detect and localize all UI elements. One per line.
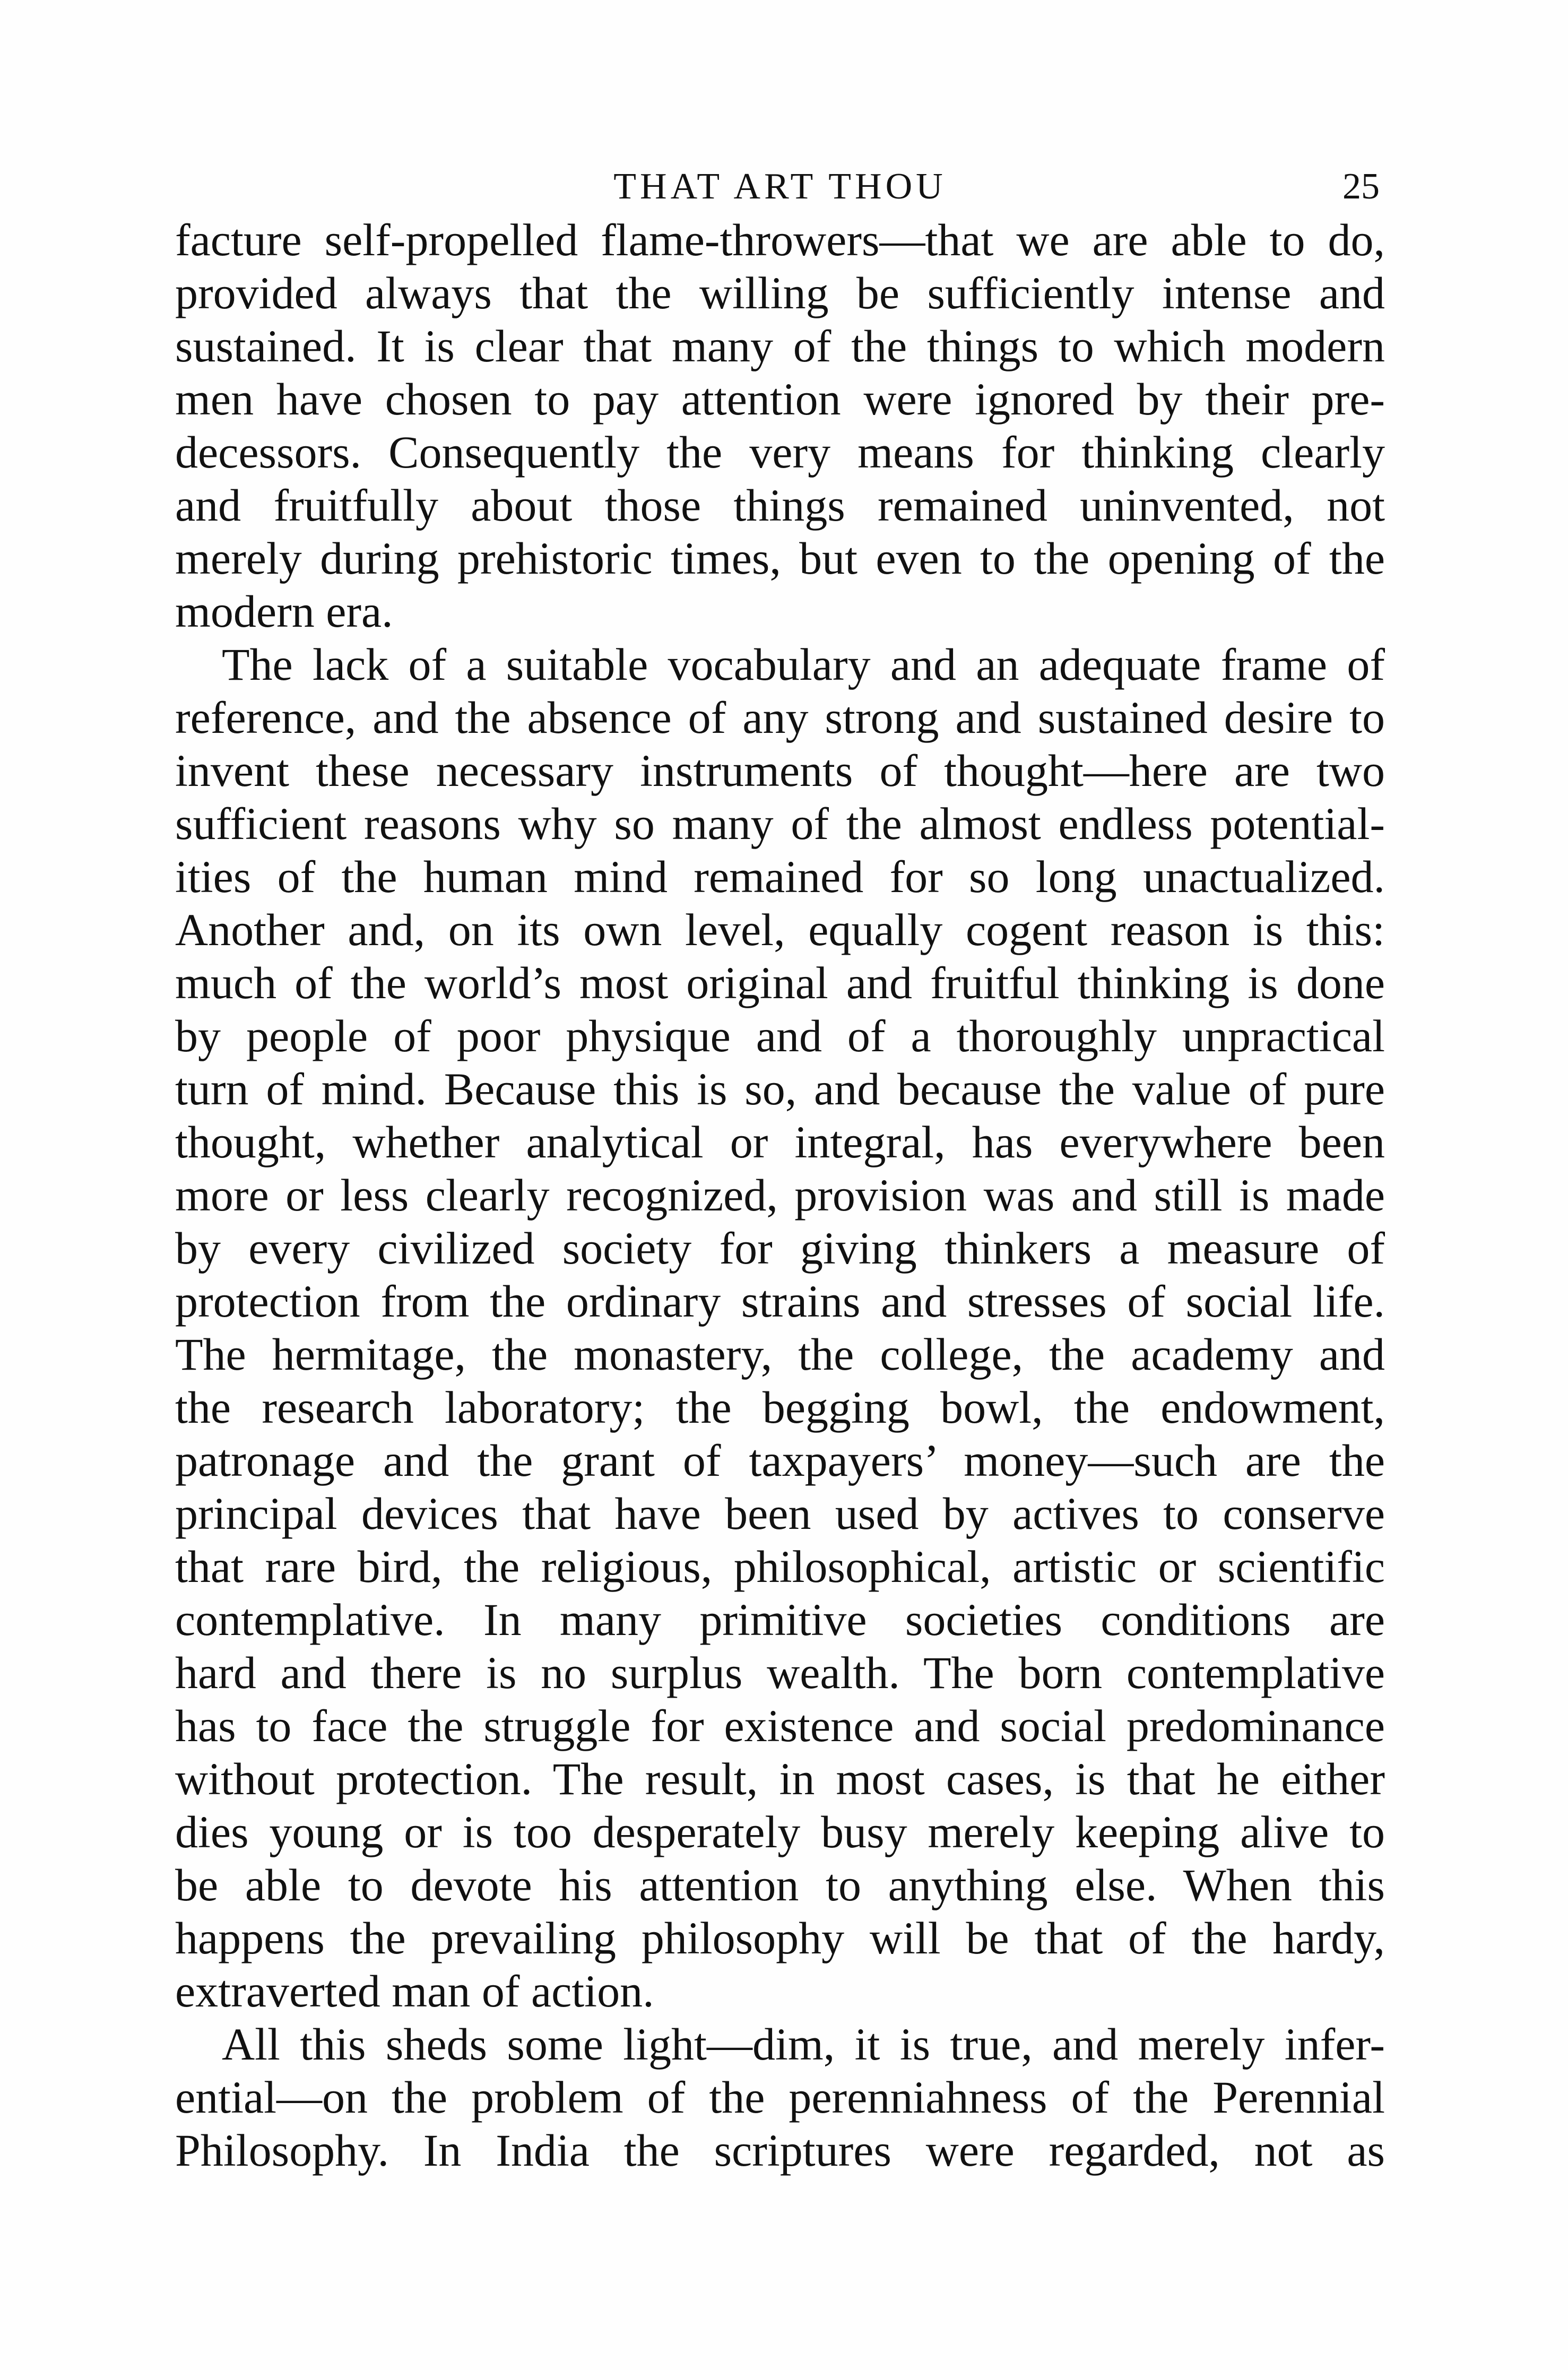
text-line: All this sheds some light—dim, it is true, and merely infer- — [222, 2019, 1385, 2070]
text-line: Another and, on its own level, equally cogent reason is this: — [175, 904, 1385, 955]
page-number: 25 — [1342, 166, 1380, 207]
text-line: extraverted man of action. — [175, 1966, 654, 2017]
text-line: and fruitfully about those things remained uninvented, not — [175, 480, 1385, 531]
text-line: protection from the ordinary strains and stresses of social life. — [175, 1276, 1385, 1327]
text-line: that rare bird, the religious, philosophical, artistic or scientific — [175, 1541, 1385, 1592]
text-line: contemplative. In many primitive societies conditions are — [175, 1594, 1385, 1645]
text-line: the research laboratory; the begging bowl, the endowment, — [175, 1382, 1385, 1433]
running-title: THAT ART THOU — [613, 166, 947, 207]
text-line: thought, whether analytical or integral, has everywhere been — [175, 1117, 1385, 1167]
text-line: hard and there is no surplus wealth. The born contemplative — [175, 1647, 1385, 1698]
text-line: invent these necessary instruments of thought—here are two — [175, 745, 1385, 796]
text-line: The hermitage, the monastery, the college, the academy and — [175, 1329, 1385, 1380]
text-line: without protection. The result, in most cases, is that he either — [175, 1753, 1385, 1804]
text-line: happens the prevailing philosophy will be that of the hardy, — [175, 1913, 1385, 1964]
text-line: facture self-propelled flame-throwers—that we are able to do, — [175, 214, 1385, 265]
text-line: much of the world’s most original and fruitful thinking is done — [175, 957, 1385, 1008]
text-line: decessors. Consequently the very means for thinking clearly — [175, 427, 1385, 478]
text-line: Philosophy. In India the scriptures were regarded, not as — [175, 2125, 1385, 2176]
text-line: by every civilized society for giving thinkers a measure of — [175, 1223, 1385, 1274]
text-line: provided always that the willing be sufficiently intense and — [175, 267, 1385, 318]
page-header — [175, 160, 1385, 213]
text-line: men have chosen to pay attention were ignored by their pre- — [175, 374, 1385, 425]
text-line: reference, and the absence of any strong and sustained desire to — [175, 692, 1385, 743]
text-line: The lack of a suitable vocabulary and an adequate frame of — [222, 639, 1385, 690]
text-line: modern era. — [175, 586, 393, 637]
text-line: has to face the struggle for existence and social predominance — [175, 1700, 1385, 1751]
text-line: by people of poor physique and of a thoroughly unpractical — [175, 1010, 1385, 1061]
text-line: turn of mind. Because this is so, and because the value of pure — [175, 1063, 1385, 1114]
text-line: sufficient reasons why so many of the almost endless potential- — [175, 798, 1385, 849]
text-line: patronage and the grant of taxpayers’ money—such are the — [175, 1435, 1385, 1486]
text-line: merely during prehistoric times, but even to the opening of the — [175, 533, 1385, 584]
text-line: ities of the human mind remained for so long unactualized. — [175, 851, 1385, 902]
text-line: be able to devote his attention to anything else. When this — [175, 1859, 1385, 1910]
text-line: more or less clearly recognized, provision was and still is made — [175, 1170, 1385, 1221]
text-line: principal devices that have been used by actives to conserve — [175, 1488, 1385, 1539]
text-line: ential—on the problem of the perenniahness of the Perennial — [175, 2072, 1385, 2123]
text-line: sustained. It is clear that many of the things to which modern — [175, 321, 1385, 371]
text-line: dies young or is too desperately busy merely keeping alive to — [175, 1806, 1385, 1857]
body-text — [175, 213, 1385, 2177]
